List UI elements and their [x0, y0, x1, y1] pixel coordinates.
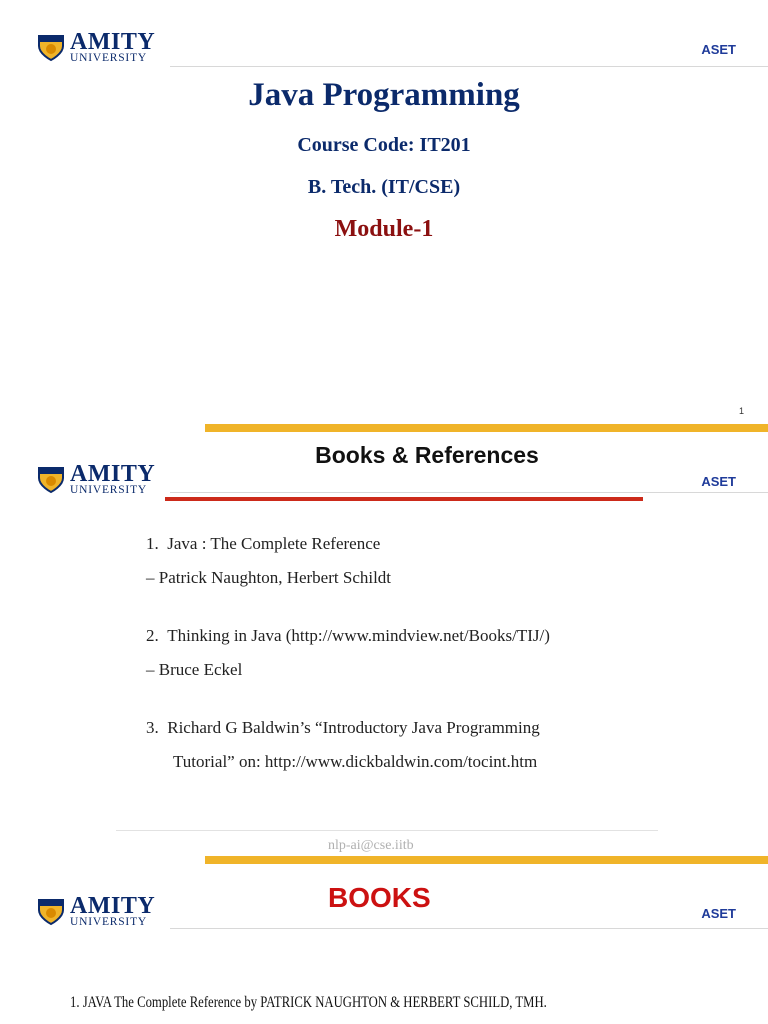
- slide-3: [0, 864, 768, 1024]
- slide-title: BOOKS: [328, 882, 431, 913]
- reference-title: Thinking in Java (http://www.mindview.net/Books/TIJ/): [167, 626, 550, 645]
- module-label: Module-1: [334, 216, 434, 242]
- reference-title: Java : The Complete Reference: [167, 534, 381, 553]
- reference-title: Richard G Baldwin’s “Introductory Java Programming: [167, 718, 540, 737]
- reference-2-author: – Bruce Eckel: [146, 660, 243, 679]
- header-divider: [170, 928, 768, 929]
- reference-1-author: – Patrick Naughton, Herbert Schildt: [146, 568, 392, 587]
- brand-name: AMITY: [70, 29, 156, 55]
- amity-logo: [36, 894, 155, 929]
- book-item-1: 1. JAVA The Complete Reference by PATRICK NAUGHTON & HERBERT SCHILD, TMH.: [70, 994, 547, 1011]
- slide-1-bottom-bar: [205, 424, 768, 432]
- brand-sub: UNIVERSITY: [70, 52, 147, 64]
- reference-2: [146, 626, 550, 646]
- header-divider: [170, 492, 768, 493]
- dept-label: ASET: [701, 474, 736, 489]
- amity-shield-icon: [36, 32, 66, 62]
- program-label: B. Tech. (IT/CSE): [307, 176, 461, 198]
- reference-number: 1.: [146, 534, 159, 553]
- amity-logo: [36, 30, 155, 65]
- dept-label: ASET: [701, 42, 736, 57]
- reference-number: 2.: [146, 626, 159, 645]
- brand-sub: UNIVERSITY: [70, 484, 147, 496]
- reference-3-detail: Tutorial” on: http://www.dickbaldwin.com/tocint.htm: [173, 752, 538, 771]
- title-underline: [165, 497, 643, 501]
- slide-title: Books & References: [315, 442, 539, 468]
- amity-shield-icon: [36, 896, 66, 926]
- brand-sub: UNIVERSITY: [70, 916, 147, 928]
- brand-name: AMITY: [70, 893, 156, 919]
- footer-email: nlp-ai@cse.iitb: [328, 838, 414, 853]
- slide-2: [0, 432, 768, 862]
- amity-shield-icon: [36, 464, 66, 494]
- reference-number: 3.: [146, 718, 159, 737]
- course-code: Course Code: IT201: [297, 134, 471, 156]
- dept-label: ASET: [701, 906, 736, 921]
- reference-1: [146, 534, 380, 554]
- page-number: 1: [738, 406, 744, 416]
- slide-title: Java Programming: [248, 77, 520, 113]
- reference-3: [146, 718, 540, 738]
- header-divider: [170, 66, 768, 67]
- brand-name: AMITY: [70, 461, 156, 487]
- slide-2-bottom-bar: [205, 856, 768, 864]
- footer-divider: [116, 830, 658, 831]
- slide-1: [0, 0, 768, 430]
- amity-logo: [36, 462, 155, 497]
